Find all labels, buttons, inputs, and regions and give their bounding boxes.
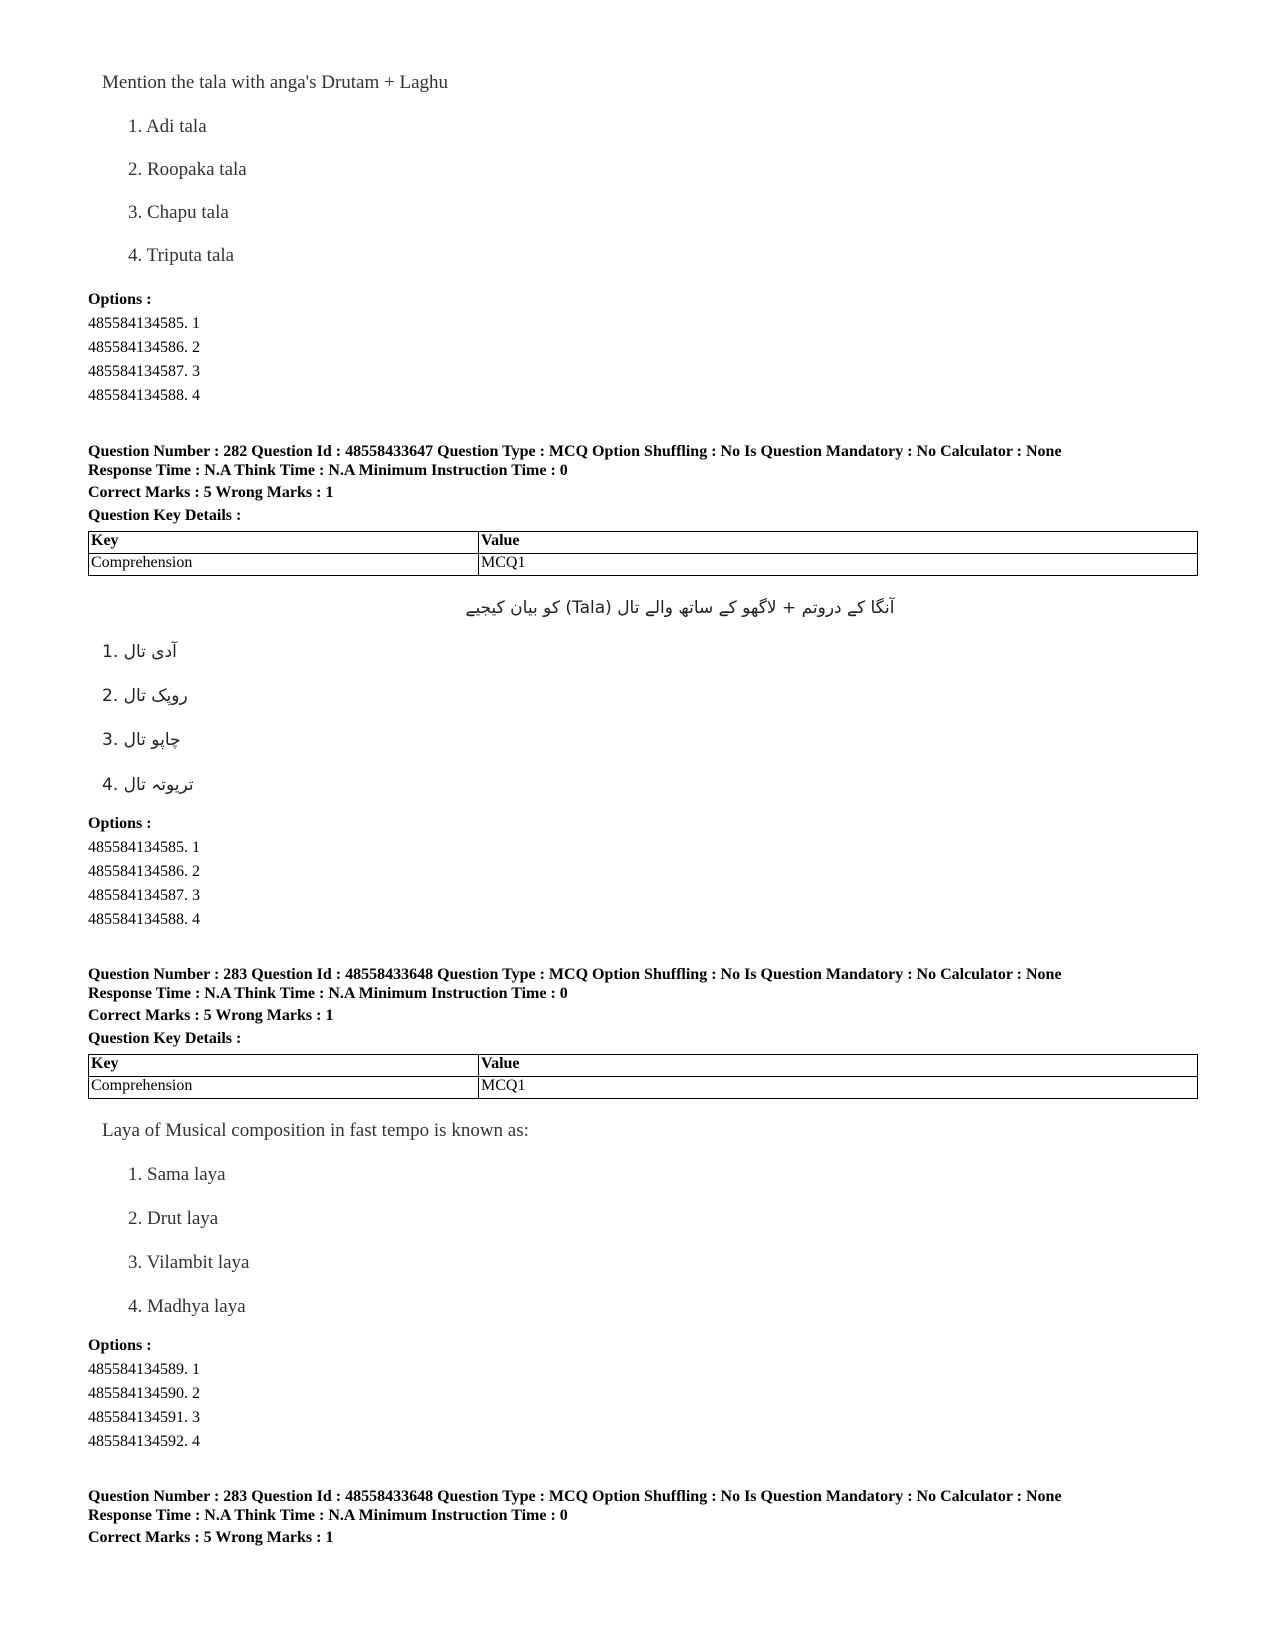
choice-text: روپک تال (123, 686, 188, 706)
key-details-table (88, 531, 1198, 576)
option-id: 485584134585. 1 (88, 315, 200, 332)
choice-num: 2. (102, 686, 119, 706)
choice-item: 3. Vilambit laya (128, 1252, 250, 1273)
option-id: 485584134586. 2 (88, 863, 200, 880)
header-key: Key (89, 532, 479, 554)
cell-value: MCQ1 (479, 554, 1198, 576)
choice-item (102, 686, 188, 706)
options-label: Options : (88, 291, 152, 308)
meta-line: Response Time : N.A Think Time : N.A Minimum Instruction Time : 0 (88, 462, 568, 479)
marks-line: Correct Marks : 5 Wrong Marks : 1 (88, 1529, 334, 1546)
meta-line: Question Number : 283 Question Id : 48558433648 Question Type : MCQ Option Shuffling : No Is Question Mandatory : No Calculator : None (88, 966, 1062, 983)
choice-item: 4. Madhya laya (128, 1296, 246, 1317)
options-list (88, 1358, 200, 1454)
key-details-table (88, 1054, 1198, 1099)
header-value: Value (479, 532, 1198, 554)
meta-line: Response Time : N.A Think Time : N.A Minimum Instruction Time : 0 (88, 1507, 568, 1524)
question-meta (88, 965, 1188, 1003)
cell-key: Comprehension (89, 1077, 479, 1099)
choice-num: 4. (102, 775, 119, 795)
header-value: Value (479, 1055, 1198, 1077)
question-text: Laya of Musical composition in fast tempo is known as: (102, 1120, 529, 1141)
option-id: 485584134588. 4 (88, 911, 200, 928)
cell-value: MCQ1 (479, 1077, 1198, 1099)
options-label: Options : (88, 1337, 152, 1354)
choice-text: آدی تال (123, 642, 177, 662)
choice-text: تریوتہ تال (123, 775, 194, 795)
option-id: 485584134585. 1 (88, 839, 200, 856)
table-header-row (89, 532, 1198, 554)
choice-text: چاپو تال (123, 730, 181, 750)
option-id: 485584134587. 3 (88, 363, 200, 380)
table-row (89, 554, 1198, 576)
table-header-row (89, 1055, 1198, 1077)
choice-item (102, 774, 194, 795)
choice-item: 2. Roopaka tala (128, 159, 247, 180)
question-text: Mention the tala with anga's Drutam + Laghu (102, 72, 449, 93)
choice-item (102, 642, 177, 662)
meta-line: Question Number : 283 Question Id : 48558433648 Question Type : MCQ Option Shuffling : No Is Question Mandatory : No Calculator : None (88, 1488, 1062, 1505)
option-id: 485584134588. 4 (88, 387, 200, 404)
question-meta (88, 442, 1188, 480)
option-id: 485584134586. 2 (88, 339, 200, 356)
choice-item (102, 730, 181, 750)
choice-item: 3. Chapu tala (128, 202, 229, 223)
option-id: 485584134590. 2 (88, 1385, 200, 1402)
cell-key: Comprehension (89, 554, 479, 576)
option-id: 485584134587. 3 (88, 887, 200, 904)
table-row (89, 1077, 1198, 1099)
options-list (88, 312, 200, 408)
marks-line: Correct Marks : 5 Wrong Marks : 1 (88, 1007, 334, 1024)
header-key: Key (89, 1055, 479, 1077)
choice-item: 4. Triputa tala (128, 245, 235, 266)
question-meta (88, 1487, 1188, 1525)
choice-item: 1. Sama laya (128, 1164, 226, 1185)
choice-num: 1. (102, 642, 119, 662)
choice-item: 1. Adi tala (128, 116, 207, 137)
meta-line: Response Time : N.A Think Time : N.A Minimum Instruction Time : 0 (88, 985, 568, 1002)
meta-line: Question Number : 282 Question Id : 48558433647 Question Type : MCQ Option Shuffling : No Is Question Mandatory : No Calculator : None (88, 443, 1062, 460)
marks-line: Correct Marks : 5 Wrong Marks : 1 (88, 484, 334, 501)
key-details-label: Question Key Details : (88, 507, 242, 524)
option-id: 485584134591. 3 (88, 1409, 200, 1426)
choice-num: 3. (102, 730, 119, 750)
key-details-label: Question Key Details : (88, 1030, 242, 1047)
choice-item: 2. Drut laya (128, 1208, 219, 1229)
options-label: Options : (88, 815, 152, 832)
option-id: 485584134592. 4 (88, 1433, 200, 1450)
option-id: 485584134589. 1 (88, 1361, 200, 1378)
options-list (88, 836, 200, 932)
question-text-urdu: آنگا کے دروتم + لاگھو کے ساتھ والے تال (Tala) کو بیان کیجیے (465, 598, 895, 618)
